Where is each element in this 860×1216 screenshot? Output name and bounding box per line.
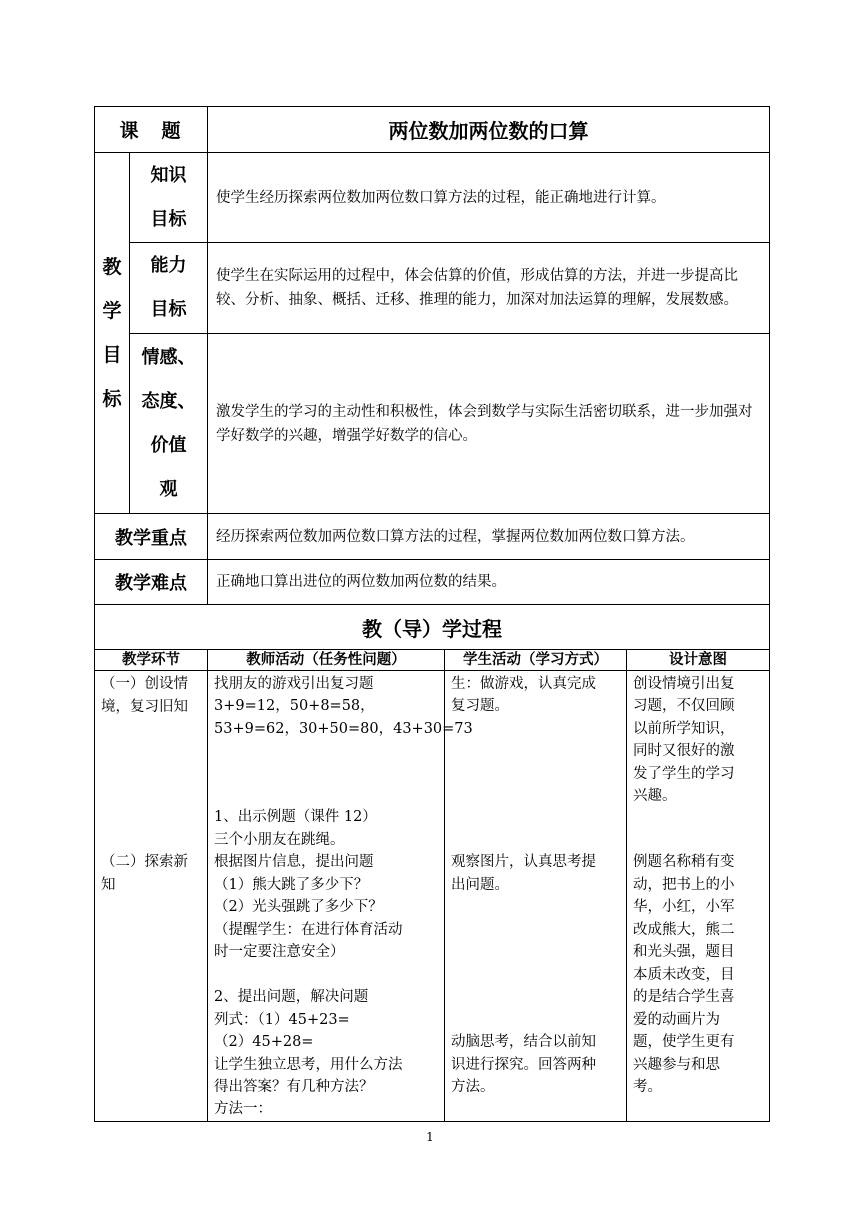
objectives-group-label: 教 学 目 标 bbox=[95, 153, 130, 514]
student-activity-cell: 生：做游戏，认真完成 复习题。 观察图片，认真思考提 出问题。 动脑思考，结合以前知 识进行探究。回答两种 方法。 bbox=[445, 671, 627, 1122]
difficulty-text: 正确地口算出进位的两位数加两位数的结果。 bbox=[208, 560, 770, 605]
ability-objective-label: 能力 目标 bbox=[130, 243, 208, 334]
column-header-teacher: 教师活动（任务性问题） bbox=[208, 650, 445, 671]
teacher-activity-cell: 找朋友的游戏引出复习题 3+9=12，50+8=58， 53+9=62，30+50=80，43+30=73 1、出示例题（课件 12） 三个小朋友在跳绳。 根据图片信息，提出问题 （1）熊大跳了多少下？ （2）光头强跳了多少下？ （提醒学生：在进行体育活动 时一定要注意安全） 2、提出问题，解决问题 列式：（1）45+23= （2）45+28= 让学生独立思考，用什么方法 得出答案？有几种方法？ 方法一： bbox=[208, 671, 445, 1122]
process-title: 教（导）学过程 bbox=[95, 605, 770, 650]
design-intent-cell: 创设情境引出复 习题，不仅回顾 以前所学知识， 同时又很好的激 发了学生的学习 兴趣。 例题名称稍有变 动，把书上的小 华，小红，小军 改成熊大，熊二 和光头强，题目 本质未改变，目 的是结合学生喜 爱的动画片为 题，使学生更有 兴趣参与和思 考。 bbox=[627, 671, 770, 1122]
lesson-plan-table bbox=[94, 106, 770, 1122]
difficulty-label: 教学难点 bbox=[95, 560, 208, 605]
key-point-label: 教学重点 bbox=[95, 514, 208, 560]
stage-cell: （一）创设情 境，复习旧知 （二）探索新 知 bbox=[95, 671, 208, 1122]
key-point-text: 经历探索两位数加两位数口算方法的过程，掌握两位数加两位数口算方法。 bbox=[208, 514, 770, 560]
ability-objective-text: 使学生在实际运用的过程中，体会估算的价值，形成估算的方法，并进一步提高比较、分析、抽象、概括、迁移、推理的能力，加深对加法运算的理解，发展数感。 bbox=[208, 243, 770, 334]
lesson-title: 两位数加两位数的口算 bbox=[208, 107, 770, 153]
emotion-objective-label: 情感、 态度、 价值 观 bbox=[130, 334, 208, 514]
emotion-objective-text: 激发学生的学习的主动性和积极性，体会到数学与实际生活密切联系，进一步加强对学好数学的兴趣，增强学好数学的信心。 bbox=[208, 334, 770, 514]
topic-label: 课 题 bbox=[95, 107, 208, 153]
page-number: 1 bbox=[426, 1130, 434, 1144]
knowledge-objective-text: 使学生经历探索两位数加两位数口算方法的过程，能正确地进行计算。 bbox=[208, 153, 770, 243]
column-header-stage: 教学环节 bbox=[95, 650, 208, 671]
knowledge-objective-label: 知识 目标 bbox=[130, 153, 208, 243]
column-header-intent: 设计意图 bbox=[627, 650, 770, 671]
column-header-student: 学生活动（学习方式） bbox=[445, 650, 627, 671]
